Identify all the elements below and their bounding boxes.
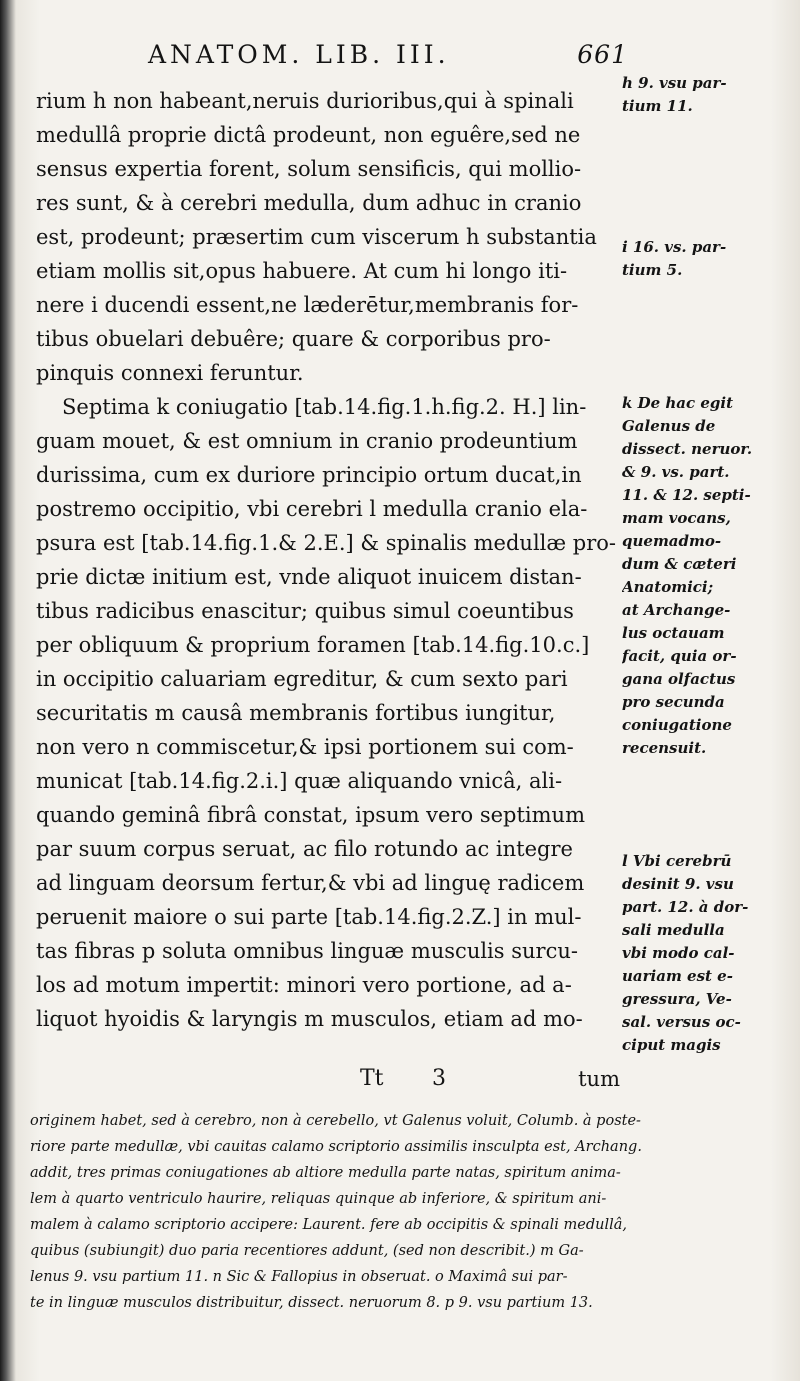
margin-note-line: part. 12. à dor- (622, 898, 749, 916)
margin-note-line: gressura, Ve- (622, 990, 732, 1008)
margin-note-line: at Archange- (622, 601, 731, 619)
page-number: 661 (577, 40, 628, 69)
margin-note-line: dum & cæteri (622, 555, 737, 573)
catchword: tum (578, 1067, 620, 1091)
text-line: tas fibras p soluta omnibus linguæ musculis surcu- (36, 939, 578, 963)
margin-note-line: facit, quia or- (622, 647, 737, 665)
text-line: tibus radicibus enascitur; quibus simul coeuntibus (36, 599, 574, 623)
main-text-block (36, 84, 616, 1036)
margin-note-line: gana olfactus (622, 670, 736, 688)
margin-note-line: vbi modo cal- (622, 944, 735, 962)
margin-note-k (622, 392, 798, 760)
text-line: in occipitio caluariam egreditur, & cum sexto pari (36, 667, 568, 691)
running-header (148, 40, 628, 80)
margin-note-i (622, 236, 798, 282)
text-line: prie dictæ initium est, vnde aliquot inuicem distan- (36, 565, 582, 589)
margin-note-line: coniugatione (622, 716, 732, 734)
footnote-line: addit, tres primas coniugationes ab altiore medulla parte natas, spiritum anima- (30, 1165, 621, 1181)
margin-note-line: dissect. neruor. (622, 440, 753, 458)
margin-note-line: tium 5. (622, 261, 683, 279)
margin-note-line: lus octauam (622, 624, 725, 642)
text-line: nere i ducendi essent,ne læderētur,membranis for- (36, 293, 579, 317)
text-line: sensus expertia forent, solum sensificis, qui mollio- (36, 157, 582, 181)
text-line: municat [tab.14.fig.2.i.] quæ aliquando vnicâ, ali- (36, 769, 563, 793)
margin-note-h (622, 72, 798, 118)
margin-note-line: Galenus de (622, 417, 716, 435)
text-line: medullâ proprie dictâ prodeunt, non eguêre,sed ne (36, 123, 581, 147)
margin-note-line: i 16. vs. par- (622, 238, 727, 256)
margin-note-line: & 9. vs. part. (622, 463, 730, 481)
footnote-line: originem habet, sed à cerebro, non à cerebello, vt Galenus voluit, Columb. à poste- (30, 1113, 641, 1129)
margin-note-line: sal. versus oc- (622, 1013, 741, 1031)
margin-note-line: Anatomici; (622, 578, 714, 596)
text-line: liquot hyoidis & laryngis m musculos, etiam ad mo- (36, 1007, 583, 1031)
margin-note-line: tium 11. (622, 97, 693, 115)
text-line: etiam mollis sit,opus habuere. At cum hi longo iti- (36, 259, 568, 283)
footnote-line: te in linguæ musculos distribuitur, dissect. neruorum 8. p 9. vsu partium 13. (30, 1295, 593, 1311)
margin-note-line: mam vocans, (622, 509, 731, 527)
text-line: est, prodeunt; præsertim cum viscerum h substantia (36, 225, 597, 249)
text-line: peruenit maiore o sui parte [tab.14.fig.2.Z.] in mul- (36, 905, 582, 929)
footnote-line: lenus 9. vsu partium 11. n Sic & Fallopius in obseruat. o Maximâ sui par- (30, 1269, 568, 1285)
footnote-line: lem à quarto ventriculo haurire, reliquas quinque ab inferiore, & spiritum ani- (30, 1191, 607, 1207)
text-line: securitatis m causâ membranis fortibus iungitur, (36, 701, 556, 725)
text-line: guam mouet, & est omnium in cranio prodeuntium (36, 429, 578, 453)
text-line: los ad motum impertit: minori vero portione, ad a- (36, 973, 572, 997)
text-line: ad linguam deorsum fertur,& vbi ad linguę radicem (36, 871, 585, 895)
footnote-line: quibus (subiungit) duo paria recentiores addunt, (sed non describit.) m Ga- (30, 1243, 584, 1259)
text-line: tibus obuelari debuêre; quare & corporibus pro- (36, 327, 551, 351)
signature-number: 3 (432, 1066, 446, 1091)
margin-note-line: h 9. vsu par- (622, 74, 727, 92)
text-line: non vero n commiscetur,& ipsi portionem sui com- (36, 735, 574, 759)
text-line: rium h non habeant,neruis durioribus,qui à spinali (36, 89, 574, 113)
text-line: durissima, cum ex duriore principio ortum ducat,in (36, 463, 582, 487)
margin-note-line: 11. & 12. septi- (622, 486, 751, 504)
text-line: pinquis connexi feruntur. (36, 361, 304, 385)
text-line: postremo occipitio, vbi cerebri l medulla cranio ela- (36, 497, 588, 521)
text-line: per obliquum & proprium foramen [tab.14.fig.10.c.] (36, 633, 590, 657)
margin-note-line: k De hac egit (622, 394, 734, 412)
footnotes-block (30, 1108, 790, 1316)
footnote-line: riore parte medullæ, vbi cauitas calamo scriptorio assimilis insculpta est, Archang. (30, 1139, 642, 1155)
running-title: ANATOM. LIB. III. (148, 40, 450, 69)
margin-note-line: quemadmo- (622, 532, 722, 550)
text-line: quando geminâ fibrâ constat, ipsum vero septimum (36, 803, 585, 827)
text-line: psura est [tab.14.fig.1.& 2.E.] & spinalis medullæ pro- (36, 531, 616, 555)
margin-note-line: recensuit. (622, 739, 707, 757)
text-line: res sunt, & à cerebri medulla, dum adhuc in cranio (36, 191, 582, 215)
margin-note-line: uariam est e- (622, 967, 733, 985)
margin-note-l (622, 850, 798, 1057)
text-line: par suum corpus seruat, ac filo rotundo ac integre (36, 837, 573, 861)
margin-note-line: pro secunda (622, 693, 725, 711)
footnote-line: malem à calamo scriptorio accipere: Laurent. fere ab occipitis & spinali medullâ, (30, 1217, 628, 1233)
margin-note-line: l Vbi cerebrū (622, 852, 732, 870)
margin-note-line: ciput magis (622, 1036, 721, 1054)
signature-mark: Tt (360, 1066, 384, 1091)
margin-note-line: desinit 9. vsu (622, 875, 734, 893)
signature-line (360, 1062, 620, 1096)
margin-note-line: sali medulla (622, 921, 725, 939)
text-line: Septima k coniugatio [tab.14.fig.1.h.fig.2. H.] lin- (62, 395, 587, 419)
